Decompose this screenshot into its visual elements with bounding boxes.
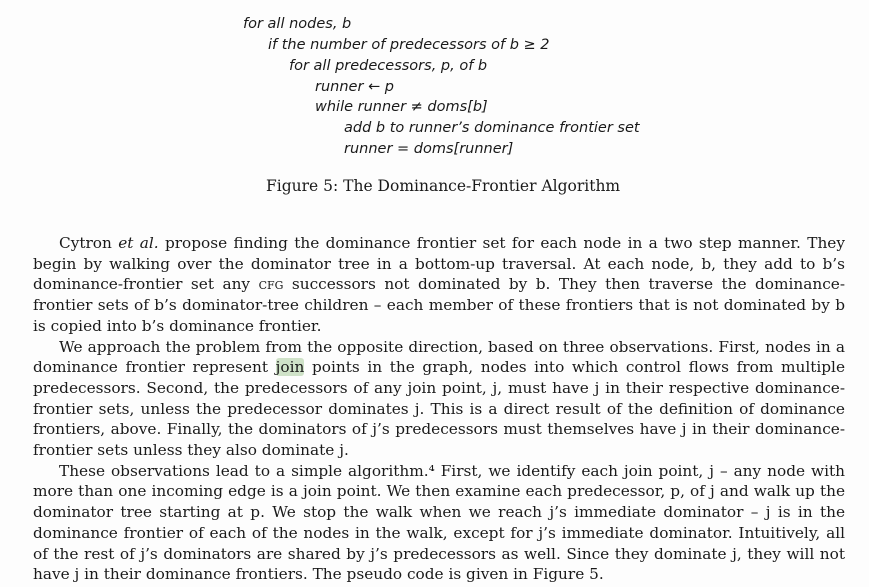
p3-text-a: These observations lead to a simple algorithm.⁴ First, we identify each join point, j – any node with more than one incoming edge is a join point. We then examine each predecessor, p, of j and walk up the dominator tree starting at p. We stop the walk when we reach j’s immediate dominator – j is in the dominance frontier of each of the nodes in the walk, except for j’s immediate dominator. Intuitively, all of the rest of j’s dominators are shared by j’s predecessors as well. Since they dominate j, they will not have j in their dominance frontiers. The pseudo code is given in Figure 5. bbox=[33, 461, 845, 584]
p1-text-e: successors not dominated by b. They then traverse the dominance-frontier sets of b’s dominator-tree children – each member of these frontiers that is not dominated by b is copied into b’s dominance frontier. bbox=[33, 275, 846, 335]
body-text bbox=[33, 233, 845, 585]
p1-etal: et al. bbox=[118, 234, 159, 252]
paragraph-2 bbox=[33, 337, 845, 461]
figure-caption: Figure 5: The Dominance-Frontier Algorithm bbox=[266, 177, 621, 195]
p2-text-b: points in the graph, nodes into which control flows from multiple predecessors. Second, the predecessors of any join point, j, must have j in their respective dominance-frontier sets, unless the predecessor dominates j. This is a direct result of the definition of dominance frontiers, above. Finally, the dominators of j’s predecessors must themselves have j in their dominance-frontier sets unless they also dominate j. bbox=[33, 358, 845, 460]
algo-line-1: for all nodes, b bbox=[243, 16, 352, 32]
paragraph-1 bbox=[33, 233, 845, 337]
paragraph-3 bbox=[33, 461, 845, 585]
p2-text-a: We approach the problem from the opposite direction, based on three observations. First, nodes in a dominance frontier represent bbox=[33, 337, 845, 377]
p1-text-c: propose finding the dominance frontier set for each node in a two step manner. They begin by walking over the dominator tree in a bottom-up traversal. At each node, b, they add to b’s dominance-frontier set any bbox=[33, 234, 845, 294]
algo-line-4: runner ← p bbox=[315, 79, 394, 95]
highlighted-word[interactable]: join bbox=[275, 358, 305, 377]
algo-line-2: if the number of predecessors of b ≥ 2 bbox=[268, 37, 550, 53]
algo-line-6: add b to runner’s dominance frontier set bbox=[344, 120, 640, 136]
p1-cfg: cfg bbox=[258, 275, 284, 294]
algo-line-3: for all predecessors, p, of b bbox=[289, 58, 488, 74]
algo-line-5: while runner ≠ doms[b] bbox=[315, 99, 488, 115]
p1-text-a: Cytron bbox=[59, 234, 119, 252]
algo-line-7: runner = doms[runner] bbox=[344, 141, 514, 157]
